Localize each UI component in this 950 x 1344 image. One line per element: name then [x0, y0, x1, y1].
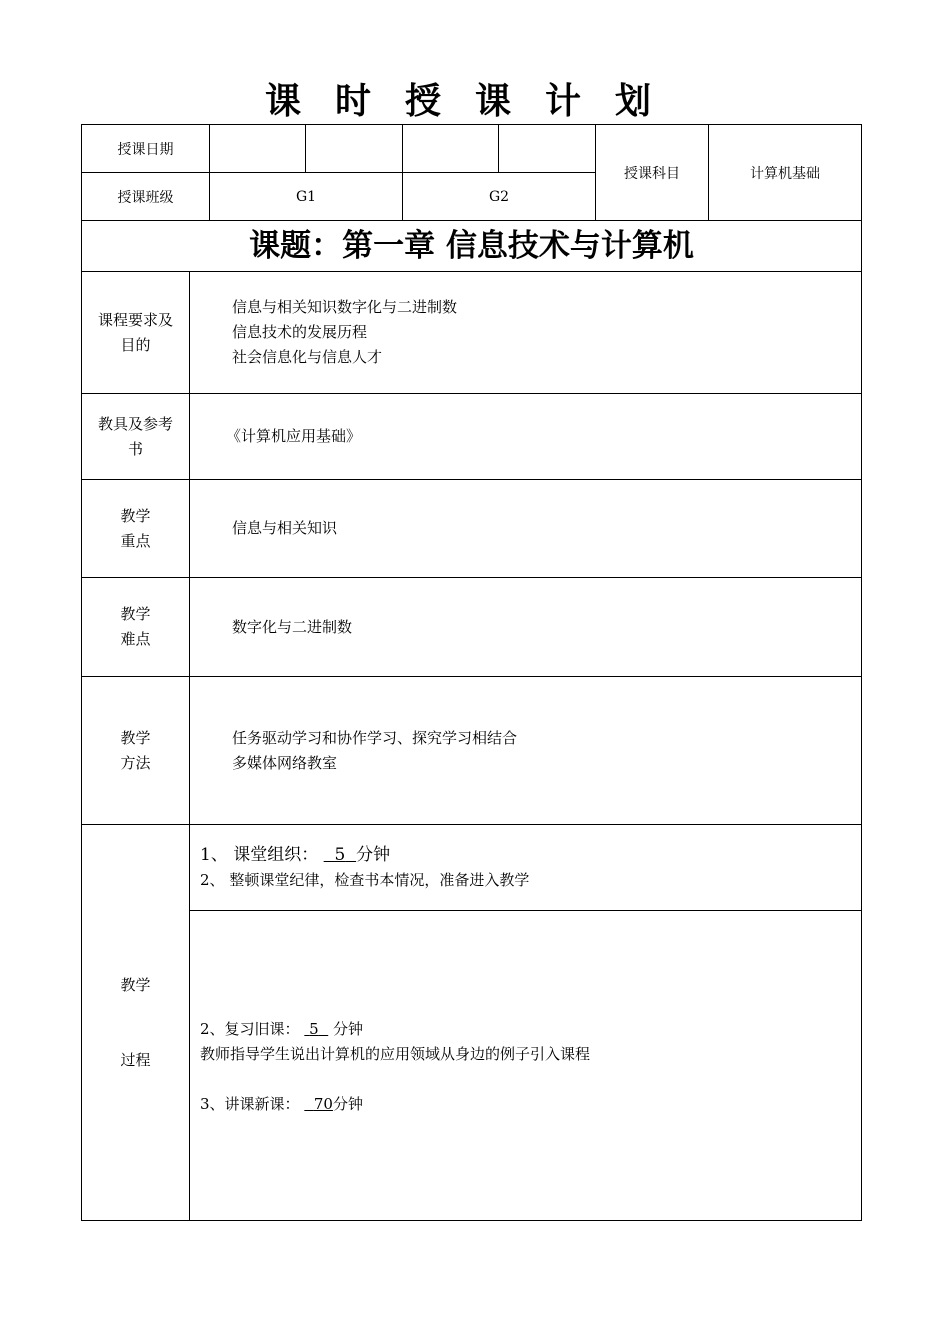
step1-text: 课堂组织：	[233, 844, 319, 865]
step2-text: 整顿课堂纪律，检查书本情况，准备进入教学	[229, 870, 530, 889]
requirements-label-line-2: 目的	[120, 335, 151, 354]
lesson-topic: 课题：第一章 信息技术与计算机	[82, 221, 862, 272]
references-value: 《计算机应用基础》	[190, 394, 862, 480]
references-label-line-2: 书	[127, 439, 143, 458]
references-label-line-1: 教具及参考	[97, 414, 173, 433]
methods-label-line-1: 教学	[120, 728, 151, 747]
page-title: 课时授课计划	[264, 81, 685, 122]
key-points-label-line-2: 重点	[120, 531, 151, 550]
date-cell-4[interactable]	[499, 125, 596, 173]
process-label	[82, 825, 190, 1221]
process-review-and-new	[190, 911, 862, 1221]
subject-label: 授课科目	[596, 125, 709, 221]
class-label: 授课班级	[82, 173, 210, 221]
review-description: 教师指导学生说出计算机的应用领域从身边的例子引入课程	[200, 1045, 591, 1063]
key-points-label-line-1: 教学	[120, 506, 151, 525]
difficulties-label	[82, 578, 190, 677]
step1-minutes: 5	[334, 844, 346, 865]
requirements-label	[82, 272, 190, 394]
key-points-label	[82, 480, 190, 578]
review-minutes: 5	[309, 1020, 319, 1038]
methods-label	[82, 677, 190, 825]
difficulties-label-line-2: 难点	[120, 630, 151, 648]
process-step-organize	[190, 825, 862, 911]
difficulties-value: 数字化与二进制数	[190, 578, 862, 677]
class-g2: G2	[403, 173, 596, 221]
new-lesson-minutes: 70	[313, 1095, 333, 1113]
methods-content	[190, 677, 862, 825]
step2-number: 2、	[200, 870, 225, 889]
requirements-line: 信息与相关知识数字化与二进制数	[232, 298, 458, 316]
date-cell-1[interactable]	[210, 125, 306, 173]
class-g1: G1	[210, 173, 403, 221]
subject-value: 计算机基础	[709, 125, 862, 221]
methods-line: 任务驱动学习和协作学习、探究学习相结合	[232, 728, 518, 747]
difficulties-label-line-1: 教学	[120, 605, 151, 623]
process-label-line-2: 过程	[120, 1050, 151, 1069]
new-lesson-text: 3、讲课新课：	[200, 1095, 300, 1113]
date-cell-3[interactable]	[403, 125, 499, 173]
step1-number: 1、	[200, 844, 228, 865]
review-text: 2、复习旧课：	[200, 1020, 300, 1038]
date-cell-2[interactable]	[306, 125, 403, 173]
requirements-label-line-1: 课程要求及	[97, 310, 173, 329]
step1-unit: 分钟	[356, 844, 391, 865]
process-label-line-1: 教学	[120, 975, 151, 994]
requirements-line: 信息技术的发展历程	[232, 323, 368, 341]
date-label: 授课日期	[82, 125, 210, 173]
key-points-value: 信息与相关知识	[190, 480, 862, 578]
methods-label-line-2: 方法	[120, 753, 151, 772]
requirements-line: 社会信息化与信息人才	[232, 348, 383, 366]
methods-line: 多媒体网络教室	[232, 753, 338, 772]
requirements-content	[190, 272, 862, 394]
references-label	[82, 394, 190, 480]
lesson-plan-table	[81, 124, 862, 1221]
new-lesson-unit: 分钟	[332, 1095, 363, 1113]
review-unit: 分钟	[332, 1020, 363, 1038]
